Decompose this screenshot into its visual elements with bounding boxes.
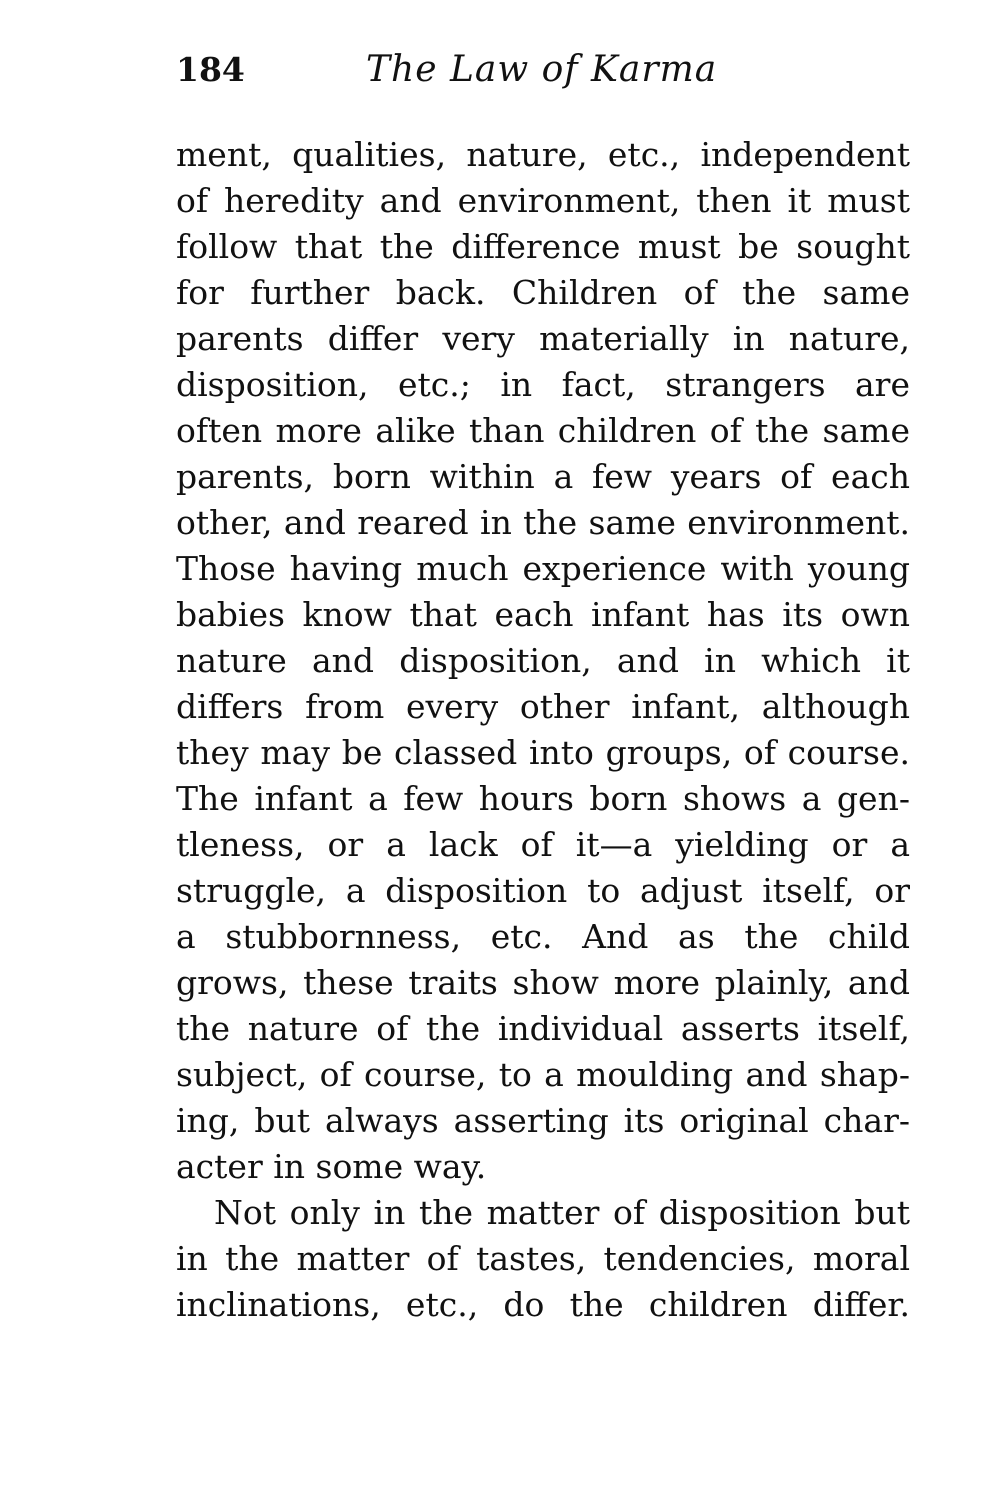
- text-line: they may be classed into groups, of course.: [176, 733, 910, 772]
- text-line: inclinations, etc., do the children differ.: [176, 1285, 910, 1324]
- text-line: differs from every other infant, although: [176, 687, 910, 726]
- text-line: babies know that each infant has its own: [176, 595, 910, 634]
- text-line: in the matter of tastes, tendencies, moral: [176, 1239, 910, 1278]
- text-line: tleness, or a lack of it—a yielding or a: [176, 825, 910, 864]
- text-line: of heredity and environment, then it must: [176, 181, 910, 220]
- text-line: Not only in the matter of disposition but: [214, 1193, 910, 1232]
- text-line: ing, but always asserting its original char-: [176, 1101, 910, 1140]
- text-line: The infant a few hours born shows a gen-: [176, 779, 910, 818]
- text-line: a stubbornness, etc. And as the child: [176, 917, 910, 956]
- text-line: often more alike than children of the same: [176, 411, 910, 450]
- text-line: parents, born within a few years of each: [176, 457, 910, 496]
- text-line: disposition, etc.; in fact, strangers are: [176, 365, 910, 404]
- text-line: parents differ very materially in nature,: [176, 319, 910, 358]
- text-line: ment, qualities, nature, etc., independent: [176, 135, 910, 174]
- body-text: [176, 132, 910, 1328]
- text-line: the nature of the individual asserts itself,: [176, 1009, 910, 1048]
- text-line: Those having much experience with young: [176, 549, 910, 588]
- running-title: The Law of Karma: [366, 49, 718, 90]
- text-line: subject, of course, to a moulding and shap-: [176, 1055, 910, 1094]
- text-line: follow that the difference must be sought: [176, 227, 910, 266]
- text-line: nature and disposition, and in which it: [176, 641, 910, 680]
- page-header: [176, 42, 910, 98]
- text-line: struggle, a disposition to adjust itself, or: [176, 871, 910, 910]
- text-line: other, and reared in the same environment.: [176, 503, 910, 542]
- text-line: for further back. Children of the same: [176, 273, 910, 312]
- text-line: acter in some way.: [176, 1147, 487, 1186]
- page-number: 184: [176, 50, 245, 89]
- text-line: grows, these traits show more plainly, and: [176, 963, 910, 1002]
